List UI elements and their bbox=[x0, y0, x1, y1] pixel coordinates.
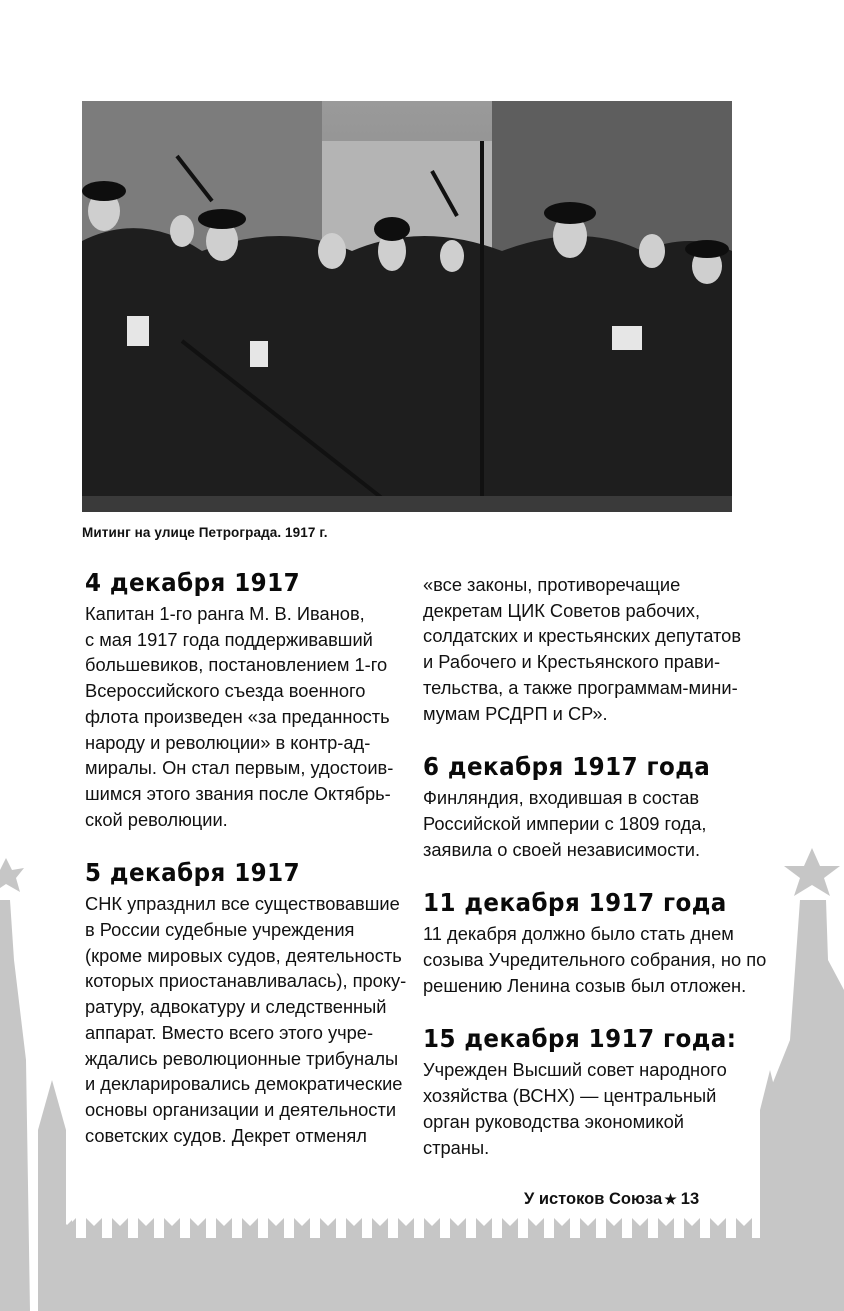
page-footer bbox=[524, 1190, 699, 1209]
entry-line: Учрежден Высший совет народного bbox=[423, 1059, 727, 1081]
entry-line: Финляндия, входившая в состав bbox=[423, 787, 700, 809]
entry-line: основы организации и деятельности bbox=[85, 1098, 397, 1120]
entry-line: страны. bbox=[423, 1136, 490, 1158]
entry-heading: 4 декабря 1917 bbox=[85, 568, 301, 597]
entry-line: и Рабочего и Крестьянского прави- bbox=[423, 651, 721, 673]
entry-line: созыва Учредительного собрания, но по bbox=[423, 949, 767, 971]
entry-line: Капитан 1-го ранга М. В. Иванов, bbox=[85, 603, 365, 624]
entry-line: советских судов. Декрет отменял bbox=[85, 1124, 367, 1146]
book-title: У истоков Союза bbox=[524, 1190, 663, 1208]
entry-line: аппарат. Вместо всего этого учре- bbox=[85, 1021, 374, 1043]
entry-line: шимся этого звания после Октябрь- bbox=[85, 782, 391, 804]
entry-line: ждались революционные трибуналы bbox=[85, 1047, 399, 1069]
entry-line: с мая 1917 года поддерживавший bbox=[85, 628, 373, 650]
left-column bbox=[85, 568, 407, 1148]
entry-line: флота произведен «за преданность bbox=[85, 705, 390, 727]
entry-line: орган руководства экономикой bbox=[423, 1110, 684, 1132]
entry-line: Российской империи с 1809 года, bbox=[423, 812, 707, 834]
entry-line: «все законы, противоречащие bbox=[423, 574, 681, 595]
entry-heading: 5 декабря 1917 bbox=[85, 858, 301, 888]
entry-line: народу и революции» в контр-ад- bbox=[85, 731, 371, 753]
entry-line: решению Ленина созыв был отложен. bbox=[423, 974, 747, 996]
photo-caption: Митинг на улице Петрограда. 1917 г. bbox=[82, 525, 328, 540]
entry-line: декретам ЦИК Советов рабочих, bbox=[423, 599, 701, 621]
entry-heading: 11 декабря 1917 года bbox=[423, 888, 727, 918]
entry-line: хозяйства (ВСНХ) — центральный bbox=[423, 1085, 717, 1107]
entry-line: ской революции. bbox=[85, 808, 228, 830]
entry-line: ратуру, адвокатуру и следственный bbox=[85, 996, 387, 1018]
entry-dec-15 bbox=[423, 1024, 743, 1160]
entry-line: 11 декабря должно было стать днем bbox=[423, 923, 734, 945]
entry-line: СНК упразднил все существовавшие bbox=[85, 893, 400, 915]
entry-line: которых приостанавливалась), проку- bbox=[85, 970, 407, 992]
entry-dec-5 bbox=[85, 858, 407, 1148]
entry-line: большевиков, постановлением 1-го bbox=[85, 654, 388, 676]
entry-line: тельства, а также программам-мини- bbox=[423, 676, 738, 698]
entry-line: миралы. Он стал первым, удостоив- bbox=[85, 757, 394, 779]
street-meeting-photo bbox=[82, 101, 732, 512]
entry-line: в России судебные учреждения bbox=[85, 919, 355, 941]
entry-line: мумам РСДРП и СР». bbox=[423, 702, 608, 724]
entry-line: солдатских и крестьянских депутатов bbox=[423, 625, 742, 647]
entry-line: и декларировались демократические bbox=[85, 1073, 403, 1095]
entry-heading: 15 декабря 1917 года: bbox=[423, 1024, 737, 1054]
entry-line: (кроме мировых судов, деятельность bbox=[85, 944, 402, 966]
right-column bbox=[423, 572, 767, 1160]
entry-dec-4 bbox=[85, 568, 395, 832]
entry-heading: 6 декабря 1917 года bbox=[423, 752, 711, 782]
page-number: 13 bbox=[680, 1190, 700, 1208]
entry-line: Всероссийского съезда военного bbox=[85, 680, 366, 702]
entry-dec-11 bbox=[423, 888, 767, 998]
star-icon: ★ bbox=[664, 1191, 677, 1207]
entry-line: заявила о своей независимости. bbox=[423, 838, 701, 860]
entry-dec-6 bbox=[423, 752, 743, 862]
entry-continuation bbox=[423, 572, 743, 726]
